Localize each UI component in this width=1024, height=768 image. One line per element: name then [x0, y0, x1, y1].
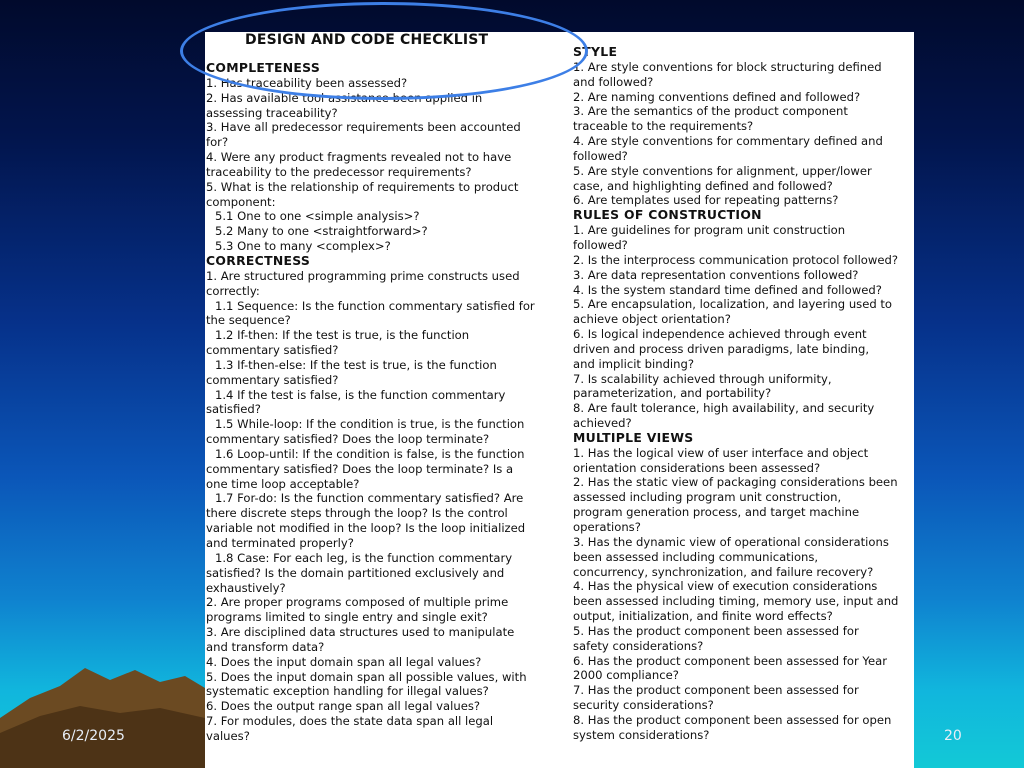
checklist-line: 5.1 One to one <simple analysis>? — [215, 209, 420, 224]
right-column — [573, 45, 914, 743]
checklist-line: 1. Are guidelines for program unit construction — [573, 223, 846, 238]
checklist-line: 3. Are data representation conventions followed? — [573, 267, 859, 282]
checklist-line: 1. Has traceability been assessed? — [206, 75, 408, 90]
checklist-line: 3. Have all predecessor requirements been accounted — [206, 120, 521, 135]
checklist-line: 4. Are style conventions for commentary defined and — [573, 134, 883, 149]
checklist-line: 2. Are naming conventions defined and followed? — [573, 89, 861, 104]
checklist-line: correctly: — [206, 283, 260, 298]
checklist-line: assessing traceability? — [206, 105, 338, 120]
checklist-line: security considerations? — [573, 698, 714, 713]
checklist-line: been assessed including timing, memory use, input and — [573, 594, 899, 609]
checklist-line: component: — [206, 194, 276, 209]
checklist-line: 3. Are the semantics of the product component — [573, 104, 848, 119]
checklist-line: system considerations? — [573, 727, 710, 742]
checklist-line: 2. Is the interprocess communication protocol followed? — [573, 252, 899, 267]
checklist-line: 6. Are templates used for repeating patterns? — [573, 193, 839, 208]
checklist-line: driven and process driven paradigms, late binding, — [573, 341, 870, 356]
checklist-line: 4. Were any product fragments revealed not to have — [206, 150, 512, 165]
checklist-line: 1.3 If-then-else: If the test is true, is the function — [215, 357, 497, 372]
checklist-line: for? — [206, 135, 229, 150]
checklist-line: 3. Are disciplined data structures used to manipulate — [206, 625, 515, 640]
checklist-line: 7. For modules, does the state data span all legal — [206, 714, 494, 729]
checklist-line: 4. Does the input domain span all legal values? — [206, 654, 482, 669]
checklist-line: achieved? — [573, 416, 632, 431]
checklist-line: orientation considerations been assessed? — [573, 460, 821, 475]
section-heading: COMPLETENESS — [206, 60, 321, 75]
checklist-line: 1.7 For-do: Is the function commentary satisfied? Are — [215, 491, 524, 506]
checklist-line: 3. Has the dynamic view of operational considerations — [573, 534, 889, 549]
checklist-line: 6. Is logical independence achieved through event — [573, 327, 867, 342]
checklist-line: 6. Does the output range span all legal values? — [206, 699, 481, 714]
slide-date: 6/2/2025 — [62, 728, 125, 744]
checklist-line: commentary satisfied? — [206, 372, 339, 387]
checklist-line: and terminated properly? — [206, 536, 354, 550]
checklist-line: 5. Are style conventions for alignment, upper/lower — [573, 163, 872, 178]
checklist-line: traceable to the requirements? — [573, 119, 754, 134]
checklist-line: 4. Is the system standard time defined and followed? — [573, 282, 882, 297]
checklist-line: case, and highlighting defined and followed? — [573, 178, 833, 193]
checklist-line: and transform data? — [206, 639, 325, 654]
checklist-line: 1. Are structured programming prime constructs used — [206, 268, 520, 283]
checklist-line: satisfied? Is the domain partitioned exclusively and — [206, 565, 505, 580]
checklist-line: parameterization, and portability? — [573, 386, 772, 401]
document-title: DESIGN AND CODE CHECKLIST — [245, 32, 489, 48]
checklist-line: 5. Does the input domain span all possible values, with — [206, 669, 527, 684]
checklist-line: commentary satisfied? Does the loop terminate? — [206, 432, 490, 447]
checklist-line: assessed including program unit construction, — [573, 490, 842, 505]
checklist-line: 8. Are fault tolerance, high availability, and security — [573, 401, 875, 416]
checklist-line: 1. Are style conventions for block structuring defined — [573, 59, 882, 74]
checklist-line: 2000 compliance? — [573, 668, 679, 683]
checklist-line: 1.2 If-then: If the test is true, is the function — [215, 328, 470, 343]
checklist-line: 5. Are encapsulation, localization, and layering used to — [573, 297, 893, 312]
checklist-line: 1.8 Case: For each leg, is the function commentary — [215, 550, 513, 565]
checklist-line: 2. Has available tool assistance been applied in — [206, 90, 483, 105]
checklist-line: 2. Has the static view of packaging considerations been — [573, 475, 898, 490]
section-heading: CORRECTNESS — [206, 252, 311, 268]
checklist-line: 2. Are proper programs composed of multiple prime — [206, 595, 509, 610]
checklist-line: and implicit binding? — [573, 356, 695, 371]
checklist-line: 1.1 Sequence: Is the function commentary satisfied for — [215, 298, 535, 313]
checklist-line: operations? — [573, 520, 641, 534]
checklist-line: 5.3 One to many <complex>? — [215, 239, 391, 254]
checklist-line: commentary satisfied? — [206, 343, 339, 358]
checklist-line: 4. Has the physical view of execution considerations — [573, 579, 878, 594]
checklist-line: values? — [206, 728, 250, 743]
checklist-line: concurrency, synchronization, and failure recovery? — [573, 564, 874, 579]
checklist-line: programs limited to single entry and single exit? — [206, 610, 488, 625]
checklist-line: 6. Has the product component been assessed for Year — [573, 653, 887, 668]
checklist-line: variable not modified in the loop? Is the loop initialized — [206, 521, 526, 536]
section-heading: STYLE — [573, 44, 618, 59]
checklist-line: commentary satisfied? Does the loop terminate? Is a — [206, 461, 514, 476]
checklist-line: 5. Has the product component been assessed for — [573, 623, 859, 638]
checklist-line: and followed? — [573, 74, 654, 89]
checklist-line: 7. Is scalability achieved through uniformity, — [573, 371, 832, 386]
checklist-line: there discrete steps through the loop? Is the control — [206, 506, 508, 521]
left-column — [206, 61, 559, 744]
checklist-line: 1.5 While-loop: If the condition is true, is the function — [215, 417, 525, 432]
checklist-line: 5.2 Many to one <straightforward>? — [215, 224, 428, 239]
checklist-line: exhaustively? — [206, 580, 286, 595]
checklist-line: achieve object orientation? — [573, 312, 731, 327]
section-heading: MULTIPLE VIEWS — [573, 429, 694, 445]
checklist-line: safety considerations? — [573, 638, 704, 653]
checklist-line: traceability to the predecessor requirements? — [206, 164, 472, 179]
checklist-line: been assessed including communications, — [573, 549, 819, 564]
checklist-line: followed? — [573, 148, 628, 163]
section-heading: RULES OF CONSTRUCTION — [573, 207, 762, 223]
checklist-page — [205, 32, 914, 768]
checklist-line: 7. Has the product component been assessed for — [573, 683, 859, 698]
checklist-line: 1.6 Loop-until: If the condition is false, is the function — [215, 446, 525, 461]
checklist-line: program generation process, and target machine — [573, 505, 860, 520]
checklist-line: one time loop acceptable? — [206, 476, 360, 491]
checklist-line: systematic exception handling for illegal values? — [206, 684, 489, 699]
checklist-line: 5. What is the relationship of requirements to product — [206, 179, 519, 194]
checklist-line: output, initialization, and finite word effects? — [573, 609, 833, 624]
checklist-line: the sequence? — [206, 313, 291, 328]
checklist-line: followed? — [573, 237, 628, 252]
checklist-line: 8. Has the product component been assessed for open — [573, 712, 892, 727]
checklist-line: 1. Has the logical view of user interface and object — [573, 445, 869, 460]
checklist-line: satisfied? — [206, 402, 261, 417]
slide-number: 20 — [944, 728, 962, 744]
checklist-line: 1.4 If the test is false, is the function commentary — [215, 387, 506, 402]
